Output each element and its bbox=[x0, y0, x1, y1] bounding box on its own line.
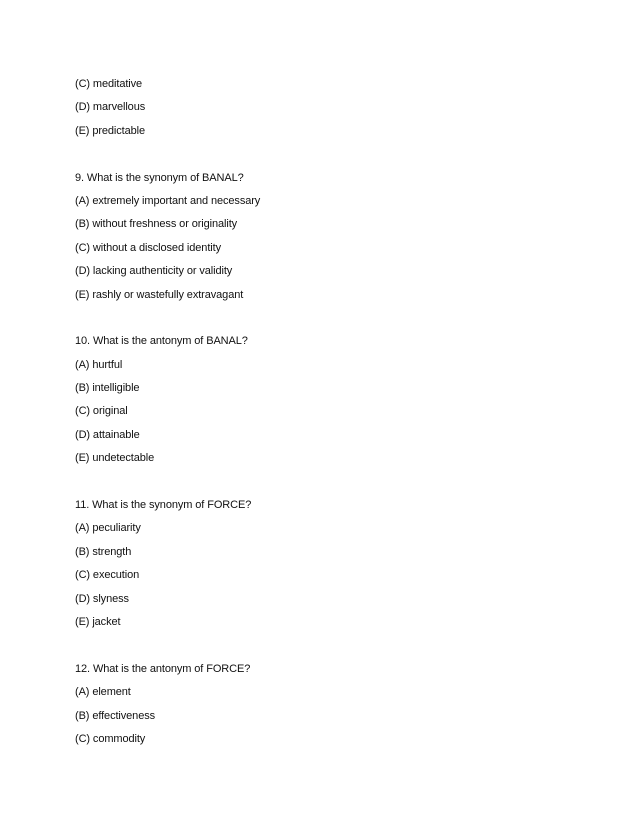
option-d: (D) attainable bbox=[75, 428, 140, 441]
question-text: 9. What is the synonym of BANAL? bbox=[75, 171, 244, 184]
option-e: (E) undetectable bbox=[75, 452, 155, 465]
option-d: (D) slyness bbox=[75, 592, 129, 605]
question-block-10 bbox=[75, 330, 575, 470]
option-a: (A) element bbox=[75, 686, 131, 699]
option-e: (E) predictable bbox=[75, 124, 146, 137]
spacer bbox=[75, 143, 575, 166]
spacer bbox=[75, 471, 575, 494]
option-e: (E) jacket bbox=[75, 615, 121, 628]
option-c: (C) original bbox=[75, 405, 128, 418]
option-e: (E) rashly or wastefully extravagant bbox=[75, 288, 244, 301]
option-c: (C) without a disclosed identity bbox=[75, 241, 221, 254]
option-d: (D) lacking authenticity or validity bbox=[75, 265, 233, 278]
spacer bbox=[75, 307, 575, 330]
option-b: (B) effectiveness bbox=[75, 709, 156, 722]
option-c: (C) commodity bbox=[75, 732, 146, 745]
option-c: (C) meditative bbox=[75, 78, 143, 90]
option-b: (B) without freshness or originality bbox=[75, 218, 238, 231]
option-c: (C) execution bbox=[75, 569, 140, 582]
option-a: (A) hurtful bbox=[75, 358, 123, 371]
option-b: (B) intelligible bbox=[75, 382, 140, 395]
spacer bbox=[75, 634, 575, 657]
question-text: 12. What is the antonym of FORCE? bbox=[75, 662, 251, 675]
question-block-11 bbox=[75, 494, 575, 634]
option-a: (A) peculiarity bbox=[75, 522, 141, 535]
question-text: 10. What is the antonym of BANAL? bbox=[75, 335, 248, 348]
question-block-12 bbox=[75, 658, 575, 752]
option-b: (B) strength bbox=[75, 545, 132, 558]
question-block-9 bbox=[75, 167, 575, 307]
question-text: 11. What is the synonym of FORCE? bbox=[75, 499, 252, 512]
option-a: (A) extremely important and necessary bbox=[75, 194, 261, 207]
option-d: (D) marvellous bbox=[75, 101, 146, 114]
document-content bbox=[75, 73, 575, 751]
